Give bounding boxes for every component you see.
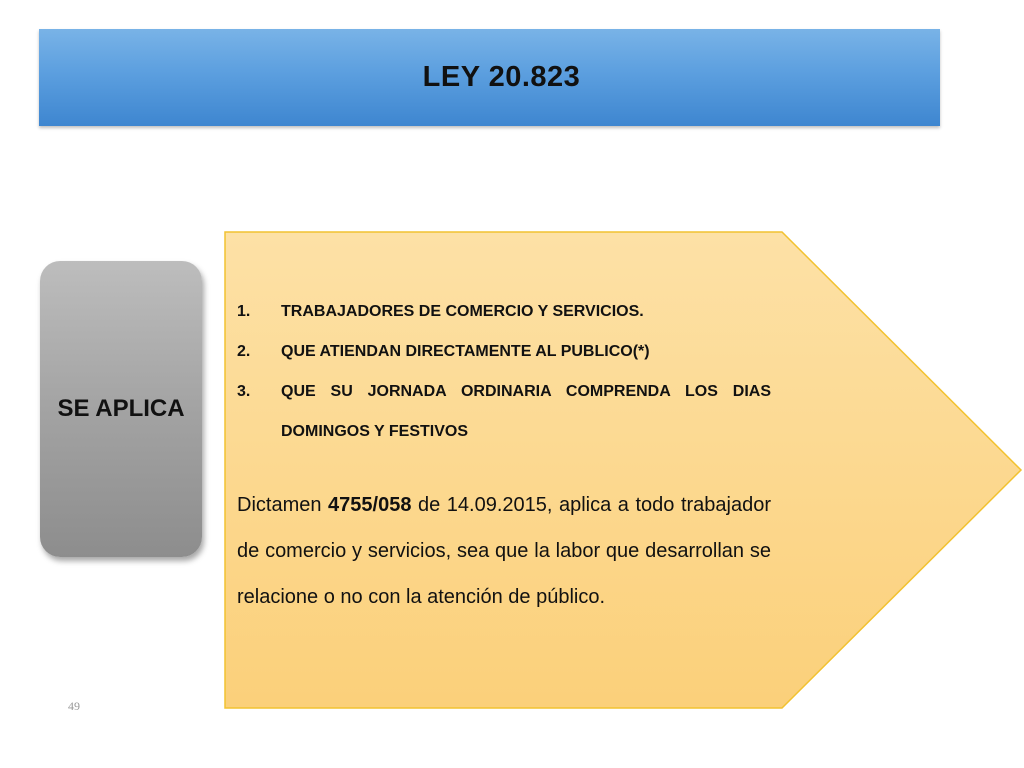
list-item-number: 1. [237, 303, 251, 320]
list-item-text: TRABAJADORES DE COMERCIO Y SERVICIOS. [281, 303, 644, 320]
se-aplica-box [40, 261, 202, 557]
dictamen-paragraph [237, 482, 771, 620]
dictamen-text: de 14.09.2015, aplica a todo trabajador de comercio y servicios, sea que la labor que desarrollan se relacione o no con la atención de público. [237, 494, 772, 608]
dictamen-prefix: Dictamen [237, 494, 329, 516]
slide-title: LEY 20.823 [422, 61, 581, 93]
dictamen-number: 4755/058 [328, 494, 412, 516]
list-item-number: 3. [237, 383, 251, 400]
list-item-text: QUE ATIENDAN DIRECTAMENTE AL PUBLICO(*) [281, 343, 650, 360]
list-item [237, 292, 771, 332]
list-item-number: 2. [237, 343, 251, 360]
list-item-text: QUE SU JORNADA ORDINARIA COMPRENDA LOS DIAS DOMINGOS Y FESTIVOS [281, 383, 771, 440]
se-aplica-label: SE APLICA [57, 395, 185, 422]
requirements-list [237, 292, 771, 452]
page-number: 49 [68, 699, 80, 713]
list-item [237, 332, 771, 372]
arrow-content [237, 292, 771, 640]
list-item [237, 372, 771, 452]
